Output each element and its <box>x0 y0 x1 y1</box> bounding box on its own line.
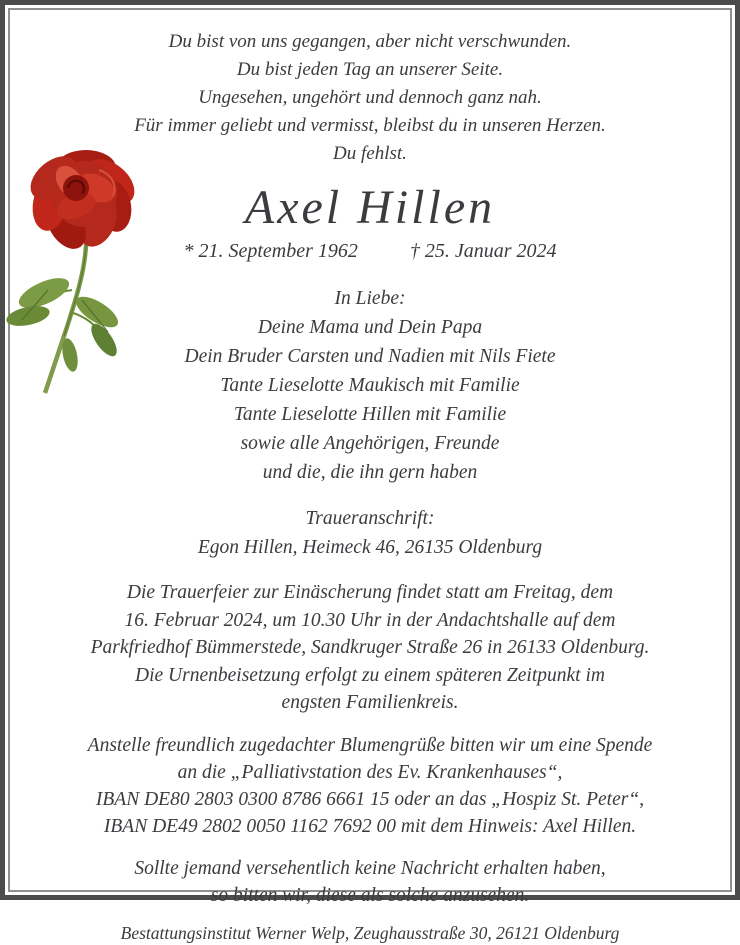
obituary-content <box>10 10 730 943</box>
funeral-home-line: Bestattungsinstitut Werner Welp, Zeughausstraße 30, 26121 Oldenburg <box>120 922 620 943</box>
funeral-info-line: Die Trauerfeier zur Einäscherung findet statt am Freitag, dem <box>126 582 614 603</box>
mourner-line: sowie alle Angehörigen, Freunde <box>240 433 500 454</box>
mourner-line: Deine Mama und Dein Papa <box>257 317 483 338</box>
mourner-line: und die, die ihn gern haben <box>262 462 478 483</box>
notice-line: Sollte jemand versehentlich keine Nachricht erhalten haben, <box>134 857 606 879</box>
mourners-list <box>10 284 730 487</box>
notice-line: so bitten wir, diese als solche anzusehen. <box>210 884 530 906</box>
death-date: † 25. Januar 2024 <box>409 240 557 262</box>
donation-information <box>10 732 730 840</box>
poem-line: Du bist jeden Tag an unserer Seite. <box>236 59 504 80</box>
donation-info-line: IBAN DE49 2802 0050 1162 7692 00 mit dem Hinweis: Axel Hillen. <box>103 815 637 837</box>
funeral-info-line: 16. Februar 2024, um 10.30 Uhr in der Andachtshalle auf dem <box>124 609 616 631</box>
donation-info-line: an die „Palliativstation des Ev. Krankenhauses“, <box>177 761 563 783</box>
funeral-info-line: engsten Familienkreis. <box>281 692 459 713</box>
mourner-line: Tante Lieselotte Maukisch mit Familie <box>220 375 520 396</box>
poem-line: Ungesehen, ungehört und dennoch ganz nah. <box>198 87 542 108</box>
poem-line: Du bist von uns gegangen, aber nicht verschwunden. <box>168 31 572 52</box>
birth-date: * 21. September 1962 <box>183 240 358 262</box>
condolence-address-heading: Traueranschrift: <box>305 508 435 529</box>
donation-info-line: Anstelle freundlich zugedachter Blumengrüße bitten wir um eine Spende <box>87 734 653 756</box>
funeral-info-line: Die Urnenbeisetzung erfolgt zu einem späteren Zeitpunkt im <box>135 664 605 686</box>
condolence-address <box>10 504 730 562</box>
funeral-info-line: Parkfriedhof Bümmerstede, Sandkruger Straße 26 in 26133 Oldenburg. <box>90 637 650 658</box>
deceased-name: Axel Hillen <box>244 181 496 234</box>
memorial-poem <box>10 28 730 168</box>
donation-info-line: IBAN DE80 2803 0300 8786 6661 15 oder an das „Hospiz St. Peter“, <box>95 788 645 810</box>
poem-line: Für immer geliebt und vermisst, bleibst du in unseren Herzen. <box>134 115 606 136</box>
condolence-address-line: Egon Hillen, Heimeck 46, 26135 Oldenburg <box>197 537 543 558</box>
mourner-line: Tante Lieselotte Hillen mit Familie <box>233 404 507 425</box>
life-dates <box>10 238 730 264</box>
poem-line: Du fehlst. <box>333 143 407 164</box>
mourners-heading: In Liebe: <box>334 288 406 309</box>
notification-notice <box>10 855 730 909</box>
mourner-line: Dein Bruder Carsten und Nadien mit Nils Fiete <box>184 346 556 367</box>
funeral-information <box>10 579 730 717</box>
